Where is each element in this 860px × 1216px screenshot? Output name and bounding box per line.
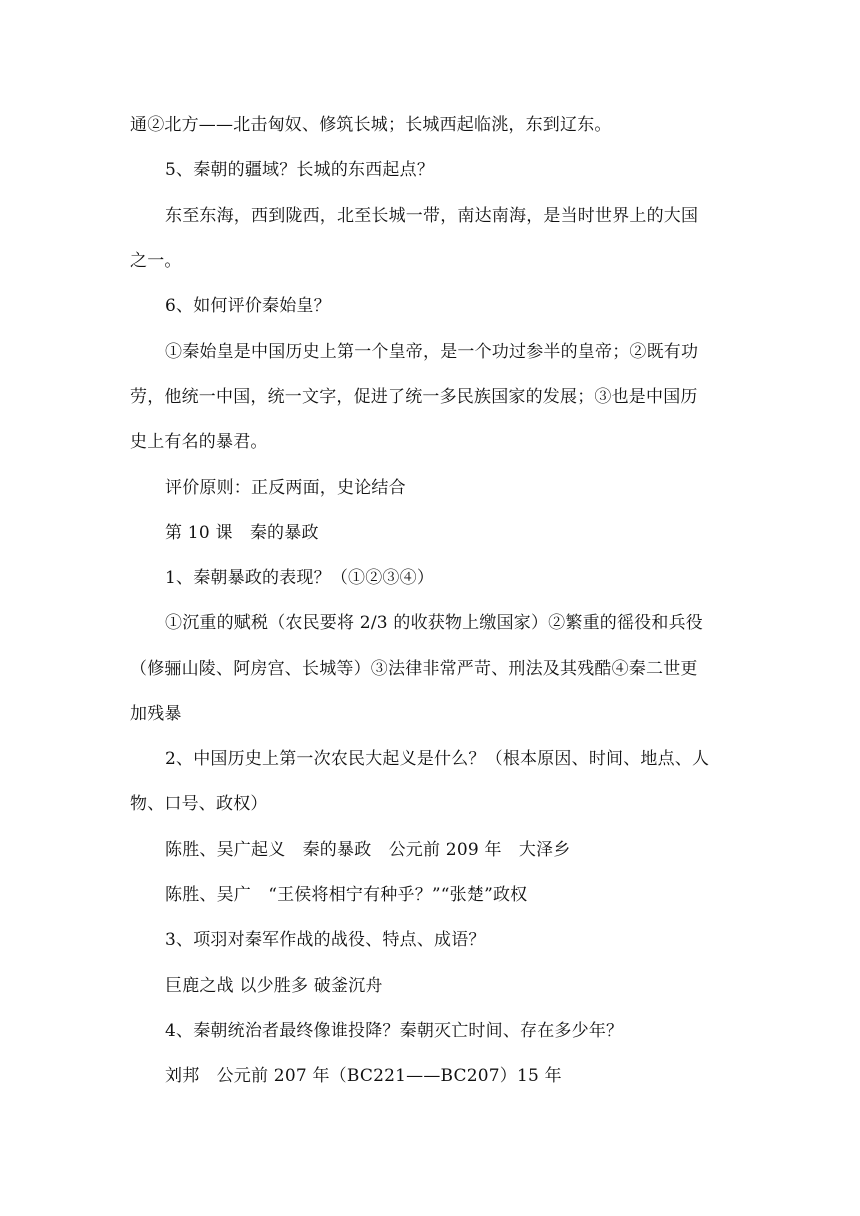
paragraph-line: 陈胜、吴广起义 秦的暴政 公元前 209 年 大泽乡 bbox=[165, 840, 571, 860]
paragraph-line: ①沉重的赋税（农民要将 2/3 的收获物上缴国家）②繁重的徭役和兵役 bbox=[165, 613, 703, 633]
question-heading: 2、中国历史上第一次农民大起义是什么？（根本原因、时间、地点、人 bbox=[165, 749, 710, 769]
paragraph-line: 陈胜、吴广 “王侯将相宁有种乎？”“张楚”政权 bbox=[165, 885, 528, 905]
question-heading: 1、秦朝暴政的表现？（①②③④） bbox=[165, 568, 435, 588]
question-heading: 6、如何评价秦始皇？ bbox=[165, 296, 331, 316]
paragraph-line: ①秦始皇是中国历史上第一个皇帝，是一个功过参半的皇帝；②既有功 bbox=[165, 342, 699, 362]
paragraph-line: （修骊山陵、阿房宫、长城等）③法律非常严苛、刑法及其残酷④秦二世更 bbox=[130, 659, 698, 679]
paragraph-line: 通②北方——北击匈奴、修筑长城；长城西起临洮，东到辽东。 bbox=[130, 115, 612, 135]
paragraph-line: 之一。 bbox=[130, 251, 182, 271]
paragraph-line: 劳，他统一中国，统一文字，促进了统一多民族国家的发展；③也是中国历 bbox=[130, 387, 698, 407]
paragraph-line: 评价原则：正反两面，史论结合 bbox=[165, 478, 406, 498]
lesson-title: 第 10 课 秦的暴政 bbox=[165, 523, 319, 543]
paragraph-line: 东至东海，西到陇西，北至长城一带，南达南海，是当时世界上的大国 bbox=[165, 206, 699, 226]
paragraph-line: 物、口号、政权） bbox=[130, 794, 268, 814]
paragraph-line: 巨鹿之战 以少胜多 破釜沉舟 bbox=[165, 976, 383, 996]
paragraph-line: 刘邦 公元前 207 年（BC221——BC207）15 年 bbox=[165, 1066, 562, 1086]
question-heading: 4、秦朝统治者最终像谁投降？秦朝灭亡时间、存在多少年？ bbox=[165, 1021, 624, 1041]
paragraph-line: 史上有名的暴君。 bbox=[130, 432, 268, 452]
question-heading: 3、项羽对秦军作战的战役、特点、成语？ bbox=[165, 930, 486, 950]
paragraph-line: 加残暴 bbox=[130, 704, 182, 724]
question-heading: 5、秦朝的疆域？长城的东西起点？ bbox=[165, 160, 435, 180]
